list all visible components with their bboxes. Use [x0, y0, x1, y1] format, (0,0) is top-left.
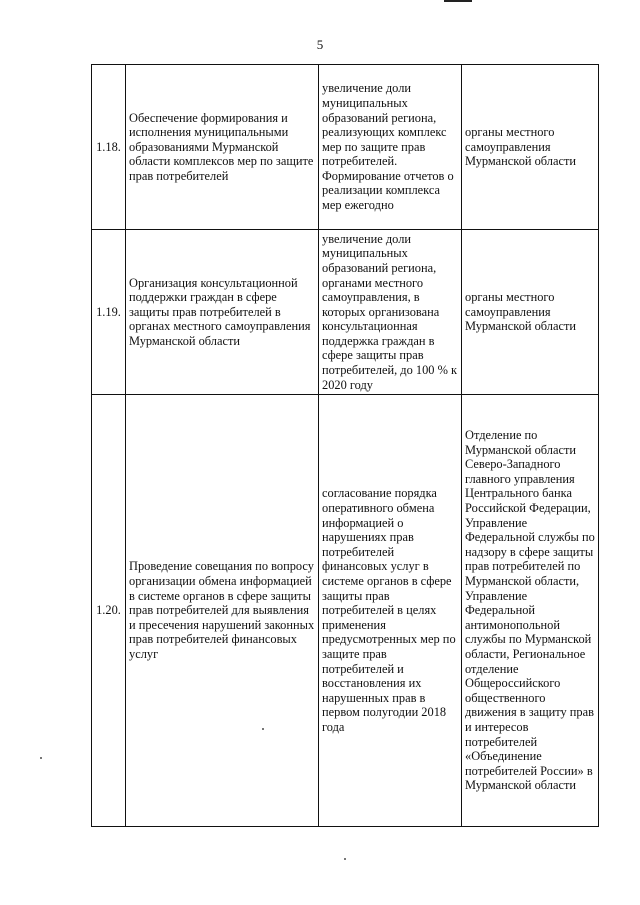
executor-cell [462, 230, 599, 395]
activity-text: Организация консультационной поддержки граждан в сфере защиты прав потребителей в органах местного самоуправления Мурманской области [129, 275, 311, 348]
executor-text: органы местного самоуправления Мурманской области [465, 125, 577, 169]
row-number [92, 395, 126, 827]
result-text: увеличение доли муниципальных образований региона, реализующих комплекс мер по защите прав потребителей. Формирование отчетов о реализации комплекса мер ежегодно [322, 81, 454, 213]
activity-text: Обеспечение формирования и исполнения муниципальными образованиями Мурманской области комплексов мер по защите прав потребителей [129, 110, 314, 183]
scan-speck [262, 728, 264, 730]
executor-cell [462, 395, 599, 827]
page-number: 5 [316, 37, 324, 52]
row-number [92, 65, 126, 230]
result-cell [319, 230, 462, 395]
table-row [92, 395, 599, 827]
scan-speck [344, 858, 346, 860]
result-text: согласование порядка оперативного обмена информацией о нарушениях прав потребителей финансовых услуг в системе органов в сфере защиты прав потребителей в целях применения предусмотренных мер по защите прав потребителей и восстановления их нарушенных прав в первом полугодии 2018 года [322, 486, 456, 734]
executor-text: Отделение по Мурманской области Северо-Западного главного управления Центрального банка Российской Федерации, Управление Федеральной службы по надзору в сфере защиты прав потребителей по Мурманской области, Управление Федеральной антимонопольной службы по Мурманской области, Региональное отделение Общероссийского общественного движения в защиту прав и интересов потребителей «Объединение потребителей России» в Мурманской области [465, 428, 595, 793]
activity-cell [126, 65, 319, 230]
row-number-text: 1.19. [96, 304, 121, 319]
result-cell [319, 65, 462, 230]
activity-text: Проведение совещания по вопросу организации обмена информацией в системе органов в сфере защиты прав потребителей для выявления и пресечения нарушений законных прав потребителей финансовых услуг [129, 559, 315, 661]
table-row [92, 230, 599, 395]
scan-mark [444, 0, 472, 2]
measures-table [91, 64, 599, 827]
table-row [92, 65, 599, 230]
result-cell [319, 395, 462, 827]
activity-cell [126, 230, 319, 395]
activity-cell [126, 395, 319, 827]
result-text: увеличение доли муниципальных образований региона, органами местного самоуправления, в которых организована консультационная поддержка граждан в сфере защиты прав потребителей, до 100 % к 2020 году [322, 231, 458, 392]
executor-cell [462, 65, 599, 230]
row-number [92, 230, 126, 395]
scan-speck [40, 757, 42, 759]
row-number-text: 1.20. [96, 603, 121, 618]
executor-text: органы местного самоуправления Мурманской области [465, 290, 577, 334]
row-number-text: 1.18. [96, 139, 121, 154]
